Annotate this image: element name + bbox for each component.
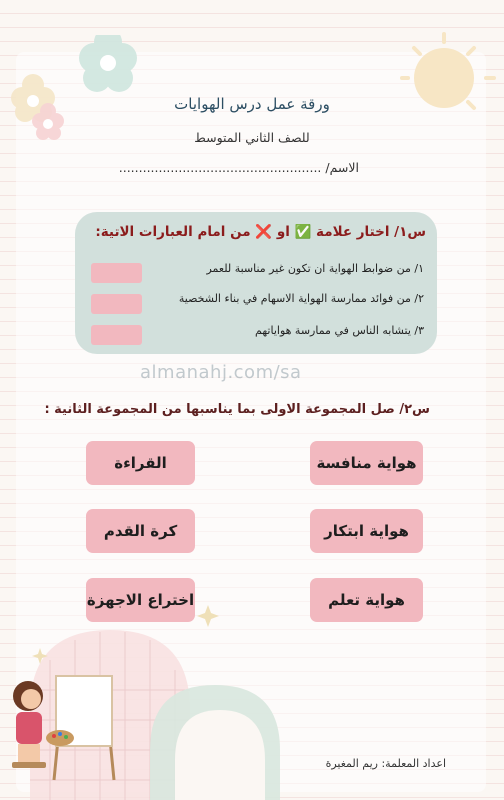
question2-heading: س٢/ صل المجموعة الاولى بما يناسبها من المجموعة الثانية : (44, 402, 430, 417)
statement-1: ١/ من ضوابط الهواية ان تكون غير مناسبة للعمر (206, 262, 424, 275)
worksheet-subtitle: للصف الثاني المتوسط (194, 130, 310, 145)
group2-item-1[interactable]: القراءة (86, 441, 195, 485)
answer-box-1[interactable] (91, 263, 142, 283)
group2-item-2[interactable]: كرة القدم (86, 509, 195, 553)
watermark-text: almanahj.com/sa (140, 362, 302, 383)
flower-decoration (0, 35, 150, 145)
worksheet-title: ورقة عمل درس الهوايات (174, 95, 330, 113)
group2-item-3[interactable]: اختراع الاجهزة (86, 578, 195, 622)
answer-box-2[interactable] (91, 294, 142, 314)
group1-item-1[interactable]: هواية منافسة (310, 441, 423, 485)
girl-painting-illustration (4, 668, 124, 788)
name-dots: ................................................... (118, 160, 322, 175)
statement-2: ٢/ من فوائد ممارسة الهواية الاسهام في بناء الشخصية (178, 292, 424, 305)
name-line (119, 160, 359, 175)
teacher-credit: اعداد المعلمة: ريم المغيرة (325, 757, 446, 770)
answer-box-3[interactable] (91, 325, 142, 345)
name-label: الاسم/ (325, 160, 359, 175)
group1-item-2[interactable]: هواية ابتكار (310, 509, 423, 553)
group1-item-3[interactable]: هواية تعلم (310, 578, 423, 622)
question1-heading: س١/ اختار علامة ✅ او ❌ من امام العبارات الاتية: (95, 224, 426, 240)
statement-3: ٣/ يتشابه الناس في ممارسة هواياتهم (255, 324, 424, 337)
